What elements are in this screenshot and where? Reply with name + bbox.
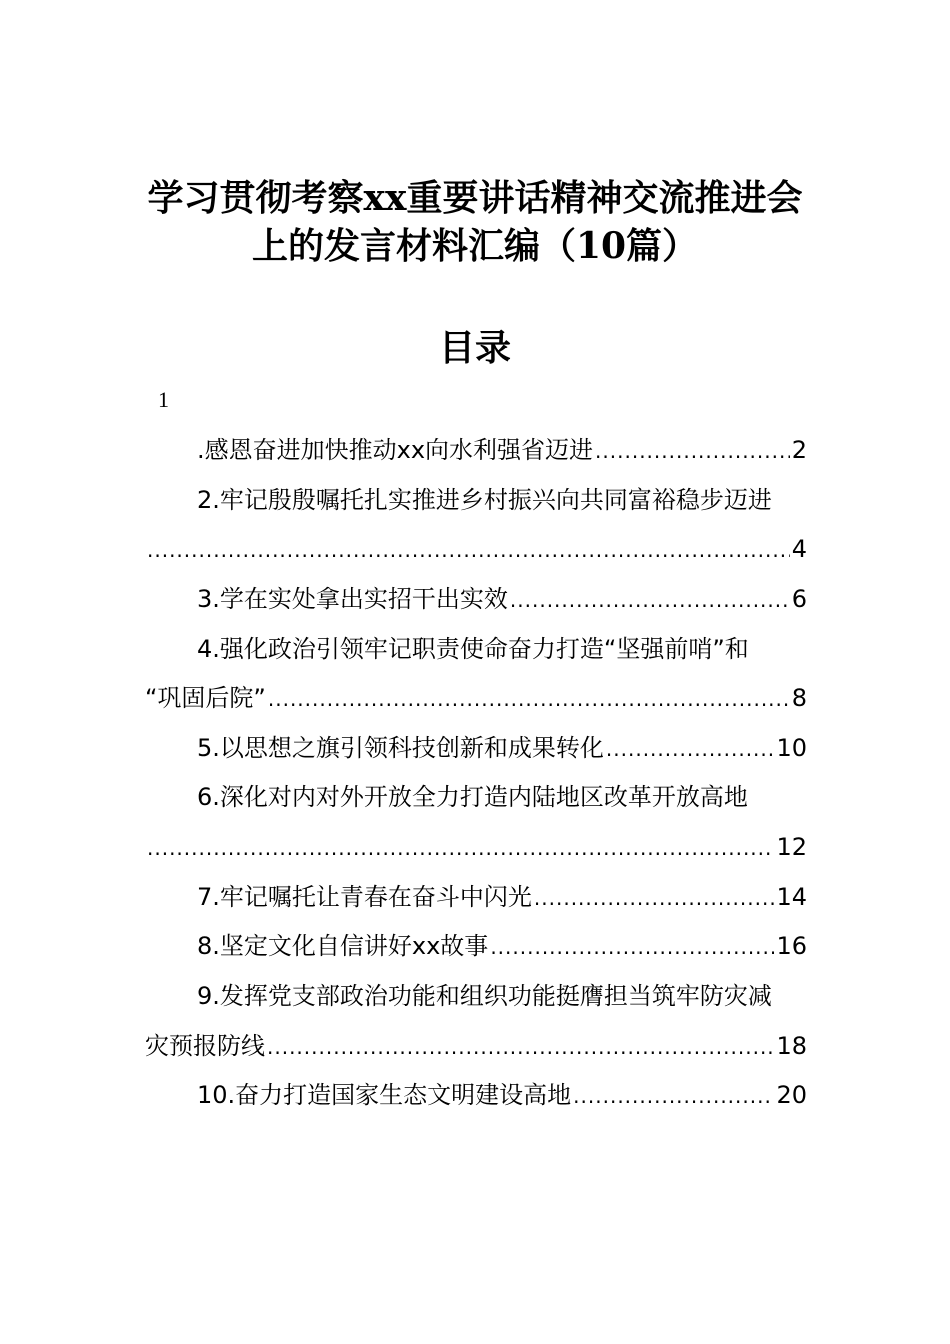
toc-entry-page: 2 xyxy=(791,436,807,464)
toc-entry-page: 14 xyxy=(776,883,807,911)
toc-entry-1[interactable] xyxy=(145,430,807,470)
toc-dot-leader xyxy=(147,828,774,867)
toc-dot-leader xyxy=(534,878,775,917)
stray-number: 1 xyxy=(158,387,169,412)
toc-entry-title-continued: 灾预报防线 xyxy=(145,1032,265,1060)
toc-heading: 目录 xyxy=(438,327,511,369)
toc-entry-page: 20 xyxy=(776,1081,807,1109)
toc-entry-page: 10 xyxy=(776,734,807,762)
toc-entry-title: 9.发挥党支部政治功能和组织功能挺膺担当筑牢防灾减 xyxy=(197,982,772,1010)
toc-entry-page: 4 xyxy=(791,535,807,563)
toc-dot-leader xyxy=(147,530,790,569)
toc-dot-leader xyxy=(490,927,774,966)
toc-entry-title: 6.深化对内对外开放全力打造内陆地区改革开放高地 xyxy=(197,783,748,811)
toc-entry-2-line-1[interactable] xyxy=(145,480,807,520)
toc-entry-4-line-2[interactable] xyxy=(145,678,807,718)
toc-entry-2-line-2[interactable] xyxy=(145,529,807,569)
toc-entry-8[interactable] xyxy=(145,926,807,966)
toc-entry-9-line-2[interactable] xyxy=(145,1026,807,1066)
toc-entry-title: 8.坚定文化自信讲好xx故事 xyxy=(197,932,489,960)
toc-entry-title: .感恩奋进加快推动xx向水利强省迈进 xyxy=(197,436,594,464)
toc-entry-title: 2.牢记殷殷嘱托扎实推进乡村振兴向共同富裕稳步迈进 xyxy=(197,486,772,514)
toc-entry-10[interactable] xyxy=(145,1075,807,1115)
toc-entry-title: 4.强化政治引领牢记职责使命奋力打造“坚强前哨”和 xyxy=(197,635,749,663)
toc-entry-page: 12 xyxy=(776,833,807,861)
toc-entry-page: 18 xyxy=(776,1032,807,1060)
toc-dot-leader xyxy=(573,1076,774,1115)
toc-dot-leader xyxy=(510,580,790,619)
toc-entry-page: 6 xyxy=(791,585,807,613)
toc-entry-6-line-2[interactable] xyxy=(145,827,807,867)
document-title-line-2: 上的发言材料汇编（10篇） xyxy=(251,225,699,267)
toc-entry-3[interactable] xyxy=(145,579,807,619)
toc-entry-9-line-1[interactable] xyxy=(145,976,807,1016)
toc-entry-6-line-1[interactable] xyxy=(145,777,807,817)
toc-entry-title: 10.奋力打造国家生态文明建设高地 xyxy=(197,1081,572,1109)
toc-dot-leader xyxy=(606,729,775,768)
toc-dot-leader xyxy=(268,679,790,718)
toc-dot-leader xyxy=(267,1027,774,1066)
toc-entry-4-line-1[interactable] xyxy=(145,629,807,669)
toc-entry-title-continued: “巩固后院” xyxy=(145,684,266,712)
toc-entry-title: 3.学在实处拿出实招干出实效 xyxy=(197,585,508,613)
toc-entry-page: 8 xyxy=(791,684,807,712)
toc-dot-leader xyxy=(595,431,790,470)
toc-entry-7[interactable] xyxy=(145,877,807,917)
toc-entry-5[interactable] xyxy=(145,728,807,768)
toc-entry-title: 7.牢记嘱托让青春在奋斗中闪光 xyxy=(197,883,532,911)
toc-entry-page: 16 xyxy=(776,932,807,960)
document-title-line-1: 学习贯彻考察xx重要讲话精神交流推进会 xyxy=(147,177,803,219)
toc-entry-title: 5.以思想之旗引领科技创新和成果转化 xyxy=(197,734,604,762)
